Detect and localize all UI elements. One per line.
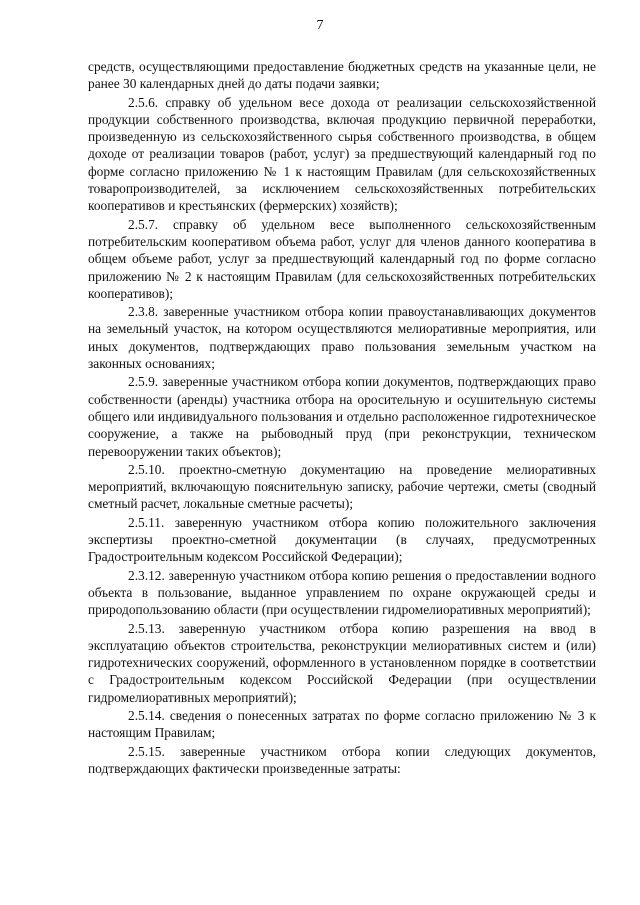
paragraph-2-5-15: 2.5.15. заверенные участником отбора копии следующих документов, подтверждающих фактически произведенные затраты: bbox=[88, 743, 596, 776]
paragraph-2-5-10: 2.5.10. проектно-сметную документацию на проведение мелиоративных мероприятий, включающую пояснительную записку, рабочие чертежи, сметы (сводный сметный расчет, локальные сметные расчеты); bbox=[88, 461, 596, 512]
paragraph-2-5-9: 2.5.9. заверенные участником отбора копии документов, подтверждающих право собственности (аренды) участника отбора на оросительную и осушительную системы общего или индивидуального пользования и отдельно расположенное гидротехническое сооружение, а также на рыбоводный пруд (при реконструкции, техническом перевооружении таких объектов); bbox=[88, 374, 596, 459]
paragraph-2-5-14: 2.5.14. сведения о понесенных затратах по форме согласно приложению № 3 к настоящим Правилам; bbox=[88, 707, 596, 741]
paragraph-2-3-12: 2.3.12. заверенную участником отбора копию решения о предоставлении водного объекта в пользование, выданное управлением по охране окружающей среды и природопользованию области (при осуществлении гидромелиоративных мероприятий); bbox=[88, 567, 596, 618]
paragraph-2-5-13: 2.5.13. заверенную участником отбора копию разрешения на ввод в эксплуатацию объектов строительства, реконструкции мелиоративных систем и (или) гидротехнических сооружений, оформленного в установленном порядке в соответствии с Градостроительным кодексом Российской Федерации (при осуществлении гидромелиоративных мероприятий); bbox=[88, 620, 596, 705]
paragraph-2-3-8: 2.3.8. заверенные участником отбора копии правоустанавливающих документов на земельный участок, на котором осуществляются мелиоративные мероприятия, или иных документов, подтверждающих право пользования земельным участком на законных основаниях; bbox=[88, 304, 596, 372]
paragraph-2-5-7: 2.5.7. справку об удельном весе выполненного сельскохозяйственным потребительским кооперативом объема работ, услуг для членов данного кооператива в общем объеме работ, услуг за предшествующий календарный год по форме согласно приложению № 2 к настоящим Правилам (для сельскохозяйственных потребительских кооперативов); bbox=[88, 216, 596, 301]
paragraph-2-5-11: 2.5.11. заверенную участником отбора копию положительного заключения экспертизы проектно-сметной документации (в случаях, предусмотренных Градостроительным кодексом Российской Федерации); bbox=[88, 514, 596, 565]
page-number: 7 bbox=[316, 18, 324, 33]
document-body bbox=[88, 58, 596, 778]
paragraph-continuation: средств, осуществляющими предоставление бюджетных средств на указанные цели, не ранее 30 календарных дней до даты подачи заявки; bbox=[88, 59, 596, 92]
paragraph-2-5-6: 2.5.6. справку об удельном весе дохода от реализации сельскохозяйственной продукции собственного производства, включая продукцию первичной переработки, произведенную из сельскохозяйственного сырья собственного производства, в общем доходе от реализации товаров (работ, услуг) за предшествующий календарный год по форме согласно приложению № 1 к настоящим Правилам (для сельскохозяйственных товаропроизводителей, за исключением сельскохозяйственных потребительских кооперативов и крестьянских (фермерских) хозяйств); bbox=[88, 94, 596, 214]
